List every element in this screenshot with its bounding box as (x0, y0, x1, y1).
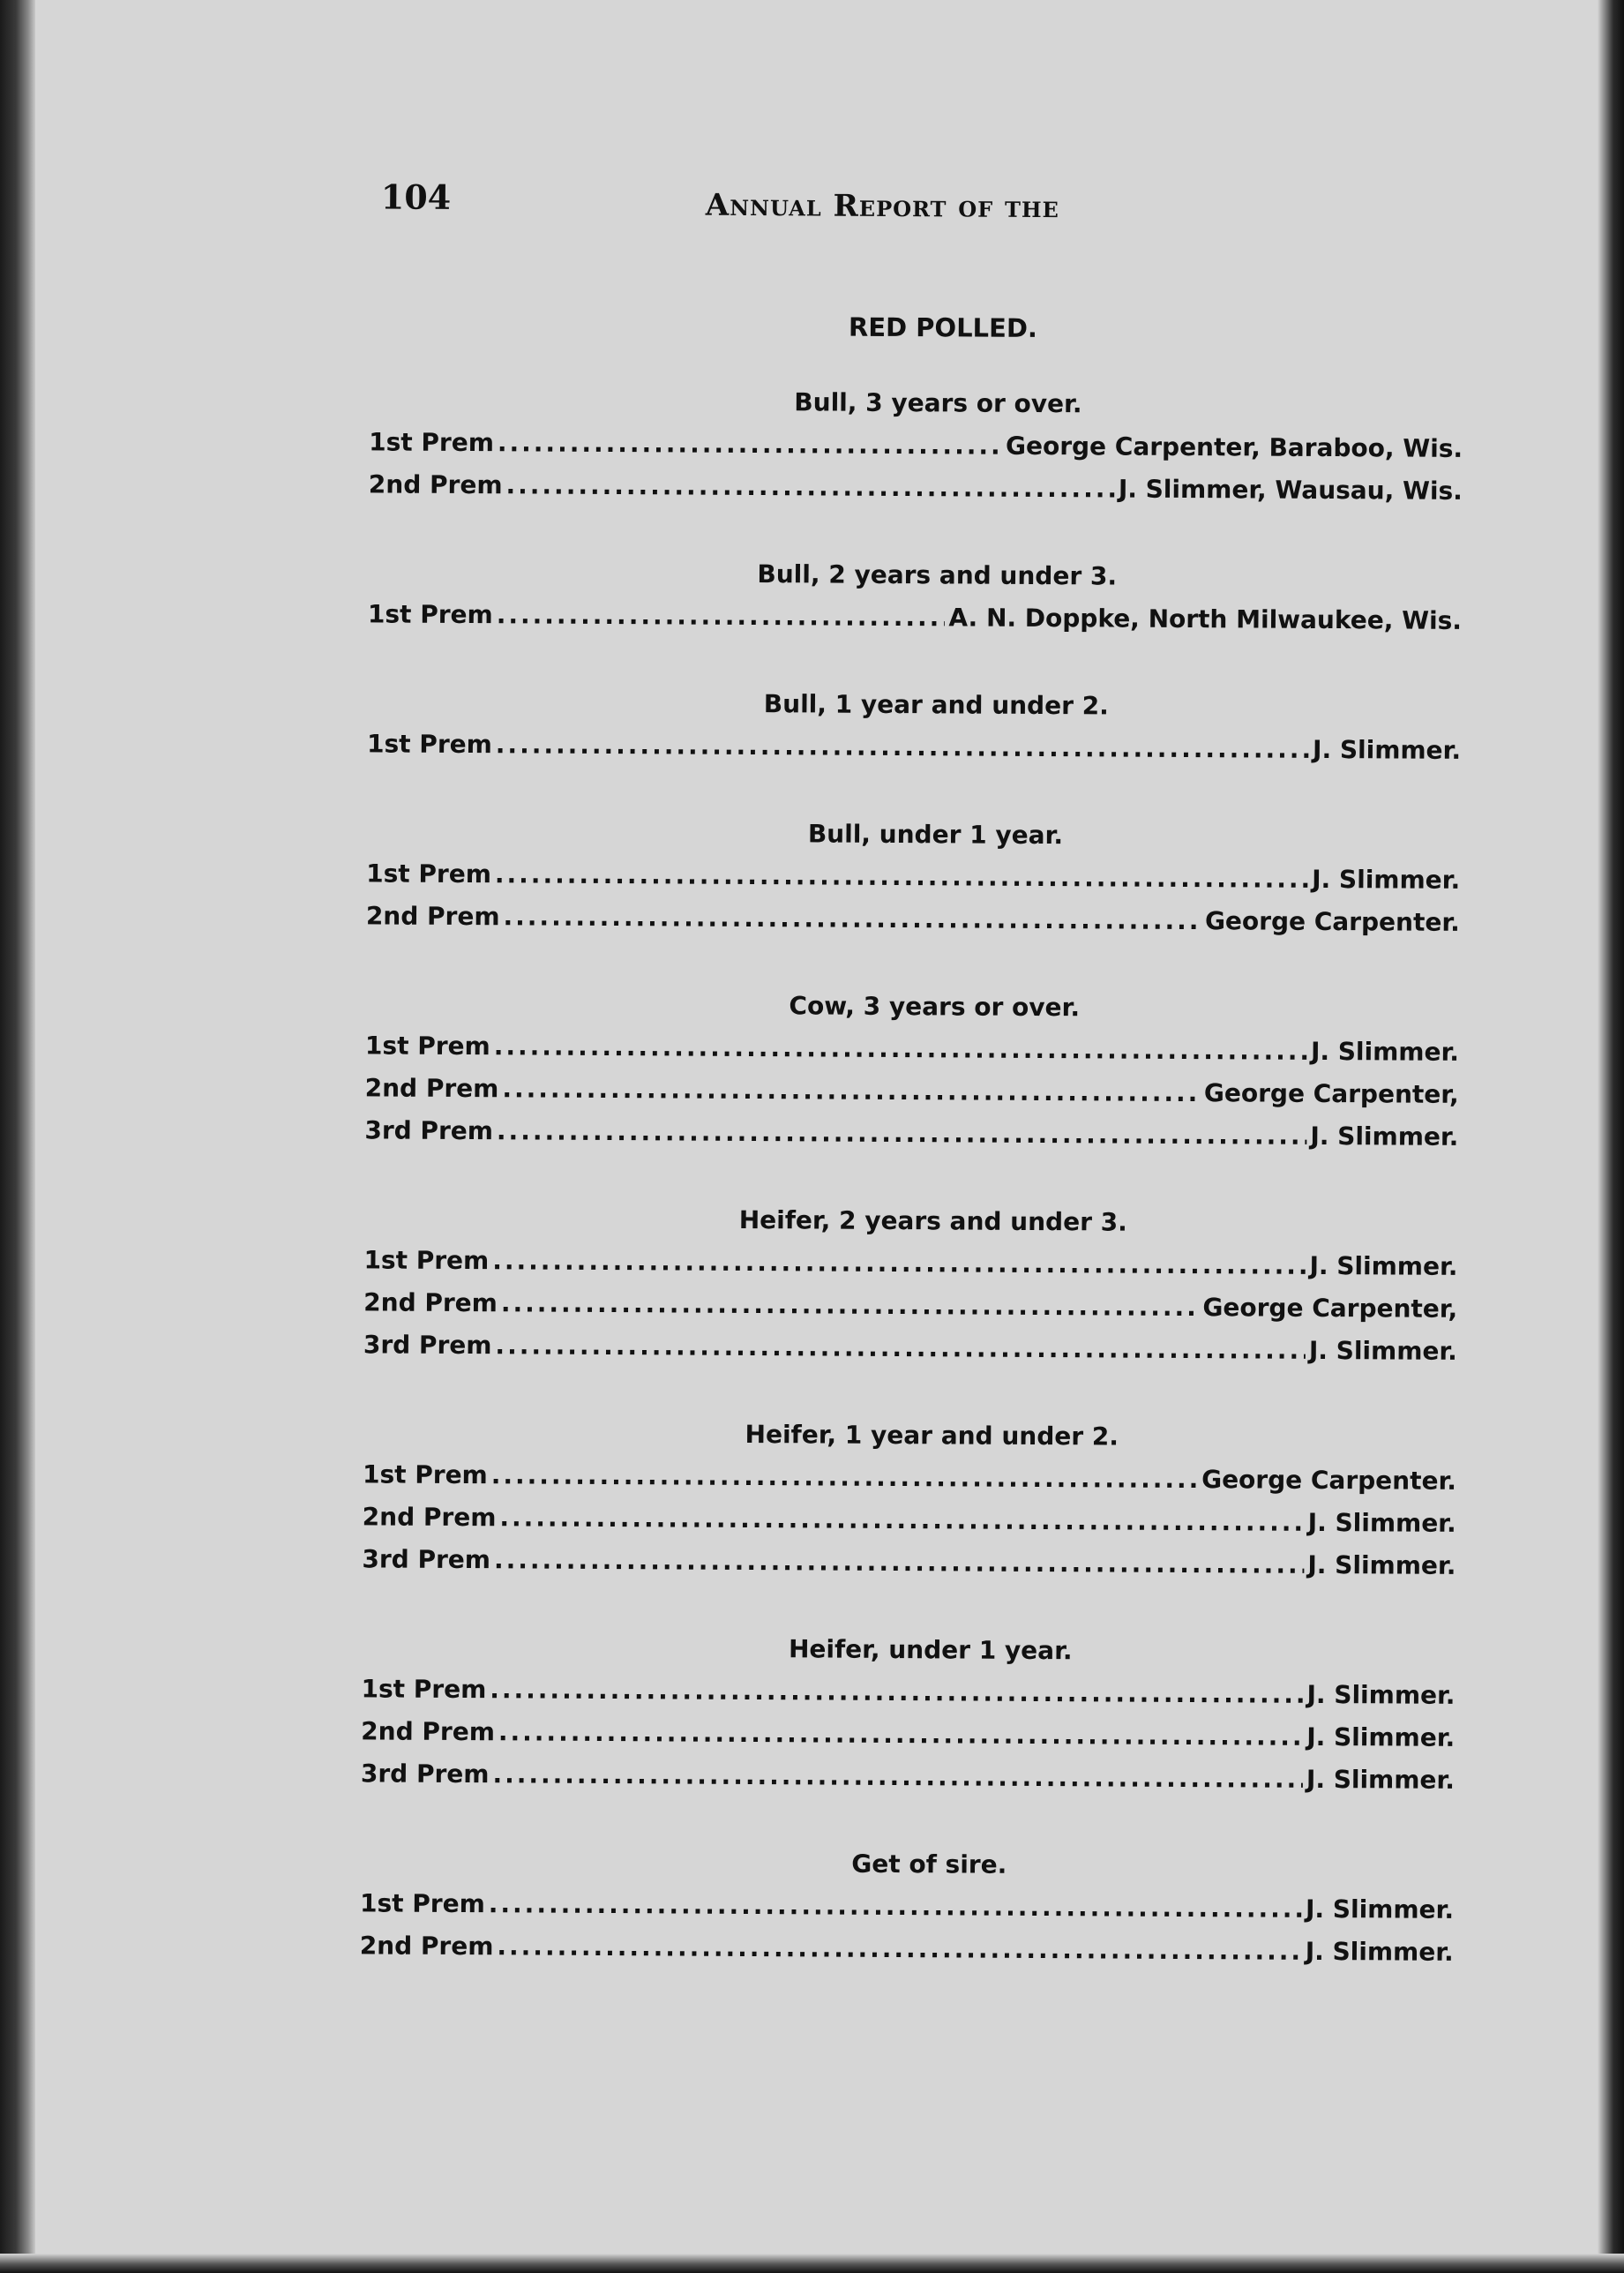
page-header (318, 176, 1482, 245)
premium-entry (316, 463, 1480, 513)
premium-entry (312, 1067, 1477, 1116)
premium-winner: George Carpenter. (1201, 1465, 1457, 1496)
dot-leader (489, 1883, 1303, 1931)
premium-place: 2nd Prem (365, 901, 500, 932)
premium-entry (308, 1668, 1472, 1717)
premium-winner: George Carpenter, Baraboo, Wis. (1005, 431, 1463, 463)
dot-leader (494, 1025, 1308, 1073)
premium-winner: George Carpenter. (1204, 906, 1460, 937)
premium-place: 1st Prem (366, 729, 492, 760)
premium-winner: J. Slimmer. (1309, 1250, 1458, 1281)
premium-class (307, 1846, 1472, 1974)
premium-entry (311, 1109, 1476, 1159)
dot-leader (497, 1925, 1302, 1973)
class-title: Heifer, 1 year and under 2. (745, 1419, 1119, 1452)
premium-class (309, 1417, 1474, 1587)
premium-place: 2nd Prem (359, 1931, 494, 1962)
premium-place: 1st Prem (369, 427, 495, 458)
premium-place: 3rd Prem (362, 1544, 491, 1575)
premium-class (314, 686, 1479, 772)
dot-leader (492, 1240, 1306, 1287)
class-entries (311, 1239, 1476, 1373)
class-entries (315, 593, 1479, 642)
premium-entry (310, 1496, 1474, 1545)
class-title: Bull, under 1 year. (807, 819, 1064, 851)
dot-leader (505, 464, 1115, 510)
dot-leader (491, 1454, 1199, 1501)
premium-place: 1st Prem (364, 1031, 490, 1061)
premium-winner: J. Slimmer. (1306, 1679, 1456, 1710)
premium-class (315, 557, 1480, 642)
class-title: Cow, 3 years or over. (789, 991, 1081, 1023)
class-entries (307, 1882, 1472, 1974)
premium-place: 3rd Prem (360, 1759, 490, 1789)
premium-place: 2nd Prem (362, 1502, 497, 1533)
class-title: Bull, 2 years and under 3. (757, 559, 1118, 591)
premium-class (313, 816, 1478, 944)
dot-leader (502, 1068, 1201, 1114)
premium-entry (311, 1324, 1475, 1373)
page-edge-right (1598, 0, 1624, 2273)
premium-winner: J. Slimmer. (1306, 1764, 1456, 1795)
premium-entry (307, 1882, 1471, 1932)
dot-leader (495, 853, 1309, 901)
page-number: 104 (380, 176, 452, 217)
premium-winner: J. Slimmer. (1306, 1722, 1456, 1752)
class-entries (311, 1024, 1477, 1159)
premium-entry (308, 1752, 1472, 1802)
dot-leader (490, 1669, 1304, 1716)
premium-place: 2nd Prem (364, 1073, 499, 1104)
class-title: Bull, 3 years or over. (794, 387, 1082, 419)
premium-winner: J. Slimmer. (1305, 1894, 1455, 1924)
dot-leader (498, 1711, 1304, 1759)
class-entries (316, 421, 1481, 513)
premium-place: 1st Prem (363, 1245, 490, 1276)
dot-leader (496, 724, 1310, 771)
dot-leader (501, 1282, 1200, 1329)
premium-class (316, 385, 1481, 513)
class-title: Get of sire. (851, 1849, 1007, 1879)
dot-leader (497, 1110, 1307, 1158)
premium-entry (314, 723, 1478, 772)
class-title: Heifer, 2 years and under 3. (738, 1204, 1127, 1237)
premium-winner: J. Slimmer. (1312, 734, 1462, 765)
class-entries (308, 1668, 1473, 1802)
dot-leader (494, 1539, 1305, 1587)
premium-winner: J. Slimmer, Wausau, Wis. (1118, 474, 1463, 506)
section-title: RED POLLED. (848, 311, 1038, 343)
premium-place: 1st Prem (359, 1888, 485, 1919)
premium-winner: J. Slimmer. (1307, 1549, 1456, 1580)
running-title: Annual Report of the (705, 187, 1060, 226)
premium-winner: J. Slimmer. (1312, 864, 1461, 895)
premium-winner: A. N. Doppke, North Milwaukee, Wis. (948, 603, 1463, 635)
premium-entry (315, 593, 1479, 642)
class-entries (314, 723, 1478, 772)
premium-winner: J. Slimmer. (1307, 1507, 1456, 1538)
premium-class (308, 1632, 1473, 1802)
premium-entry (308, 1710, 1472, 1759)
page-content (306, 176, 1482, 2025)
premium-winner: George Carpenter, (1203, 1078, 1459, 1109)
premium-entry (312, 1024, 1477, 1074)
premium-entry (307, 1924, 1471, 1974)
premium-winner: J. Slimmer. (1310, 1121, 1459, 1152)
class-entries (313, 852, 1478, 944)
premium-place: 3rd Prem (364, 1115, 494, 1146)
class-entries (309, 1453, 1474, 1587)
page-edge-bottom (0, 2254, 1624, 2273)
premium-place: 2nd Prem (368, 469, 503, 500)
class-title: Heifer, under 1 year. (788, 1634, 1073, 1666)
dot-leader (503, 896, 1201, 942)
premium-place: 2nd Prem (363, 1287, 498, 1318)
binding-shadow-left (0, 0, 35, 2273)
premium-entry (311, 1239, 1475, 1288)
premium-place: 2nd Prem (361, 1716, 496, 1747)
premium-winner: George Carpenter, (1202, 1293, 1458, 1324)
premium-class (311, 1203, 1476, 1373)
premium-winner: J. Slimmer. (1310, 1036, 1460, 1067)
premium-entry (311, 1281, 1475, 1331)
dot-leader (499, 1497, 1305, 1544)
premium-winner: J. Slimmer. (1305, 1936, 1454, 1967)
premium-place: 1st Prem (367, 599, 493, 630)
premium-entry (313, 895, 1478, 944)
premium-place: 3rd Prem (363, 1330, 492, 1361)
dot-leader (492, 1753, 1303, 1801)
dot-leader (498, 422, 1002, 467)
premium-list (307, 385, 1481, 1974)
premium-winner: J. Slimmer. (1308, 1335, 1457, 1366)
premium-entry (313, 852, 1478, 902)
premium-place: 1st Prem (361, 1674, 487, 1705)
dot-leader (495, 1324, 1306, 1372)
premium-entry (316, 421, 1480, 470)
premium-entry (309, 1538, 1473, 1587)
dot-leader (497, 594, 946, 639)
premium-place: 1st Prem (366, 859, 492, 889)
class-title: Bull, 1 year and under 2. (763, 689, 1109, 721)
premium-place: 1st Prem (362, 1459, 488, 1490)
premium-entry (310, 1453, 1474, 1503)
premium-class (311, 988, 1477, 1159)
